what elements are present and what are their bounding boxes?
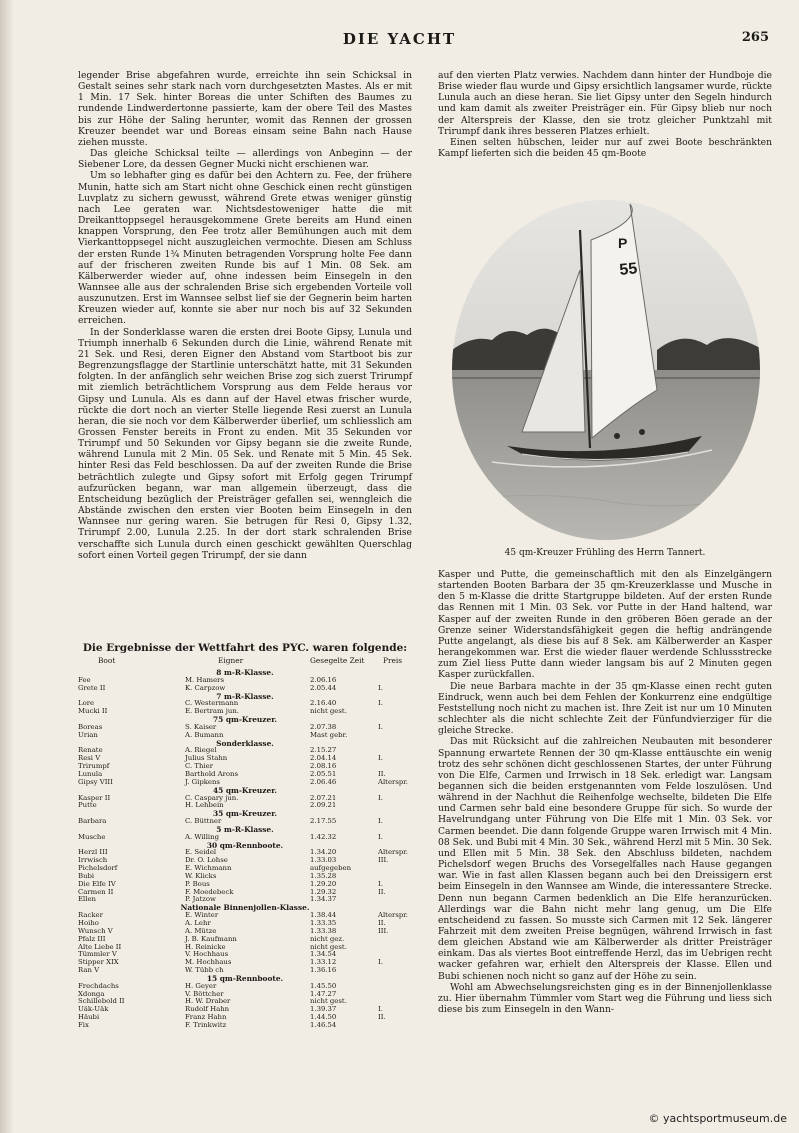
owner-name: P. Bous: [185, 879, 210, 888]
owner-name: H. Lehbein: [185, 801, 224, 810]
boat-name: Gipsy VIII: [78, 777, 113, 786]
left-column-text: [78, 70, 412, 561]
table-row: [78, 834, 412, 842]
prize: I.: [378, 817, 383, 826]
boat-name: Racker: [78, 911, 103, 920]
prize: I.: [378, 722, 383, 731]
boat-name: Häubi: [78, 1013, 100, 1022]
table-row: [78, 1014, 412, 1022]
boat-name: Uäk-Uäk: [78, 1005, 109, 1014]
owner-name: A. Willing: [185, 832, 219, 841]
sailed-time: 1.38.44: [310, 911, 337, 920]
boat-name: Urian: [78, 730, 98, 739]
sailed-time: 2.08.16: [310, 762, 337, 771]
sailed-time: 1.47.27: [310, 989, 337, 998]
prize: Alterspr.: [378, 848, 408, 857]
boat-name: Irrwisch: [78, 856, 108, 865]
magazine-title: DIE YACHT: [342, 30, 457, 48]
owner-name: F. Moedebeck: [185, 887, 234, 896]
table-row: [78, 795, 412, 803]
boat-name: Barbara: [78, 817, 107, 826]
sail-number: 55: [618, 260, 639, 279]
boat-name: Lunula: [78, 769, 103, 778]
owner-name: Barthold Arons: [185, 769, 239, 778]
class-heading: 15 qm-Rennboote.: [206, 973, 284, 983]
table-row: [78, 1006, 412, 1014]
class-heading: 45 qm-Kreuzer.: [213, 785, 277, 795]
sailboat-illustration: [452, 200, 760, 540]
sailed-time: 2.09.21: [310, 801, 337, 810]
prize: III.: [378, 926, 389, 935]
owner-name: J. Gipkens: [185, 777, 220, 786]
sailed-time: aufgegeben: [310, 864, 352, 873]
prize: II.: [378, 887, 386, 896]
boat-name: Ran V: [78, 966, 100, 975]
owner-name: E. Wichmann: [185, 864, 232, 873]
owner-name: H. W. Draber: [185, 997, 231, 1006]
paragraph: auf den vierten Platz verwies. Nachdem dann hinter der Hundboje die Brise wieder flau wurde und Gipsy ersichtlich langsamer wurde, rückte Lunula auch an diese heran. Sie liet Gipsy unter den Segeln hindurch und kam damit als zweiter Preisträger ein. Für Gipsy blieb nur noch der Alterspreis der Klasse, den sie trotz gleicher Punktzahl mit Trirumpf dank ihres besseren Platzes erhielt.: [438, 70, 772, 137]
class-heading: 8 m-R-Klasse.: [216, 668, 274, 677]
boat-name: Musche: [78, 832, 106, 841]
owner-name: P. Jatzow: [185, 895, 216, 904]
sailed-time: 1.34.37: [310, 895, 337, 904]
paragraph: In der Sonderklasse waren die ersten drei Boote Gipsy, Lunula und Triumph innerhalb 6 Sekunden durch die Linie, während Renate mit 21 Sek. und Resi, deren Eigner den Abstand vom Startboot bis zur Begrenzungsflagge der Startlinie unterschätzt hatte, mit 31 Sekunden folgten. In der anfänglich sehr weichen Brise zog sich zuerst Trirumpf mit ziemlich beträchtlichem Vorsprung aus dem Felde heraus vor Gipsy und Lunula. Als es dann auf der Havel etwas frischer wurde, rückte die dort noch an vierter Stelle liegende Resi zuerst an Lunula heran, die sie noch vor dem Kälberwerder überlief, um schliesslich am Grossen Fenster bereits in Front zu enden. Mit 35 Sekunden vor Trirumpf und 50 Sekunden vor Gipsy begann sie die zweite Runde, während Lunula mit 2 Min. 05 Sek. und Renate mit 5 Min. 45 Sek. hinter Resi das Feld beschlossen. Da auf der zweiten Runde die Brise beträchtlich zulegte und Gipsy sofort mit Erfolg gegen Trirumpf aufzurücken begann, war man allgemein überzeugt, dass die Entscheidung bezüglich der Preisträger gefallen sei, wenngleich die Abstände zwischen den ersten vier Booten beim Einsegeln in den Wannsee nur gering waren. Sie betrugen für Resi 0, Gipsy 1.32, Trirumpf 2.00, Lunula 2.25. In der dort stark schralenden Brise verschaffte sich Lunula durch einen geschickt gewählten Querschlag sofort einen Vorteil gegen Trirumpf, der sie dann: [78, 326, 412, 561]
prize: I.: [378, 683, 383, 692]
table-row: [78, 763, 412, 771]
sailed-time: 1.34.54: [310, 950, 337, 959]
boat-name: Boreas: [78, 722, 103, 731]
boat-name: Schillebold II: [78, 997, 125, 1006]
prize: I.: [378, 754, 383, 763]
sailed-time: 1.34.20: [310, 848, 337, 857]
sailboat-photo: [452, 200, 760, 540]
prize: II.: [378, 919, 386, 927]
page-fold-shadow: [0, 0, 14, 1133]
boat-name: Putte: [78, 801, 97, 810]
sailed-time: nicht gest.: [310, 942, 347, 951]
table-row: [78, 896, 412, 904]
sailed-time: 1.33.12: [310, 958, 337, 967]
sailed-time: 1.35.28: [310, 871, 337, 880]
class-heading: 5 m-R-Klasse.: [216, 824, 274, 834]
table-row: [78, 865, 412, 873]
table-row: [78, 1022, 412, 1030]
prize: Alterspr.: [378, 911, 408, 920]
class-heading: Nationale Binnenjollen-Klasse.: [180, 903, 310, 913]
boat-name: Mucki II: [78, 707, 108, 716]
table-row: [78, 998, 412, 1006]
paragraph: legender Brise abgefahren wurde, erreichte ihn sein Schicksal in Gestalt seines sehr stark nach vorn durchgesetzten Mastes. Als er mit 1 Min. 17 Sek. hinter Boreas die unter Schiften des Baumes zu rundende Lindwerdertonne passierte, kam der obere Teil des Mastes bis zur Höhe der Saling herunter, womit das Rennen der grossen Kreuzer beendet war und Boreas einsam seine Bahn nach Hause ziehen musste.: [78, 70, 412, 148]
table-row: [78, 747, 412, 755]
sailed-time: 1.33.03: [310, 856, 337, 865]
page-number: 265: [741, 30, 769, 45]
owner-name: H. Geyer: [185, 981, 217, 990]
prize: I.: [378, 958, 383, 967]
prize: I.: [378, 699, 383, 708]
table-row: [78, 724, 412, 732]
table-row: [78, 732, 412, 740]
boat-name: Kasper II: [78, 793, 111, 802]
sailed-time: 1.33.38: [310, 926, 337, 935]
class-heading: Sonderklasse.: [216, 738, 274, 748]
sailed-time: 2.16.40: [310, 699, 337, 708]
sailed-time: 1.29.32: [310, 887, 337, 896]
paragraph: Um so lebhafter ging es dafür bei den Achtern zu. Fee, der frühere Munin, hatte sich am Start nicht ohne Geschick einen recht günstigen Luvplatz zu sichern gewusst, während Grete etwas weniger günstig nach Lee geraten war. Nichtsdestoweniger hatte die mit Dreikanttoppsegel herausgekommene Grete bereits am Hund einen knappen Vorsprung, den Fee trotz aller Bemühungen auch mit dem Vierkanttoppsegel nicht auszugleichen vermochte. Diesen am Schluss der ersten Runde 1¾ Minuten betragenden Vorsprung holte Fee dann auf der frischeren zweiten Runde bis auf 1 Min. 08 Sek. am Kälberwerder wieder auf, ohne indessen beim Einsegeln in den Wannsee alle aus der schralenden Brise sich ergebenden Vorteile voll auszunutzen. Erst im Wannsee selbst lief sie der Gegnerin beim harten Kreuzen wieder auf, konnte sie aber nur noch bis auf 32 Sekunden erreichen.: [78, 170, 412, 327]
owner-name: K. Carpzow: [185, 683, 226, 692]
boat-name: Lore: [78, 699, 95, 708]
boat-name: Alte Liebe II: [78, 942, 122, 951]
prize: I.: [378, 793, 383, 802]
boat-name: Herzl III: [78, 848, 108, 857]
table-row: [78, 857, 412, 865]
table-row: [78, 677, 412, 685]
table-row: [78, 991, 412, 999]
table-row: [78, 928, 412, 936]
right-column-bottom-text: [438, 569, 772, 1015]
sailed-time: nicht gest.: [310, 707, 347, 716]
sailed-time: 2.07.21: [310, 793, 337, 802]
owner-name: Dr. O. Lohse: [185, 856, 228, 865]
table-row: [78, 967, 412, 975]
table-row: [78, 779, 412, 787]
table-row: [78, 983, 412, 991]
paragraph: Die neue Barbara machte in der 35 qm-Klasse einen recht guten Eindruck, wenn auch bei dem Fehlen der Konkurrenz eine endgültige Feststellung noch nicht zu machen ist. Ihre Zeit ist nur um 10 Minuten schlechter als die nicht schlechte Zeit der Fünfundvierziger für die gleiche Strecke.: [438, 680, 772, 737]
sailed-time: 2.04.14: [310, 754, 337, 763]
table-row: [78, 708, 412, 716]
boat-name: Die Elfe IV: [78, 879, 116, 888]
boat-name: Resi V: [78, 754, 101, 763]
sailed-time: 2.05.51: [310, 769, 337, 778]
paragraph: Das mit Rücksicht auf die zahlreichen Neubauten mit besonderer Spannung erwartete Rennen der 30 qm-Klasse enttäuschte ein wenig trotz des sehr schönen dicht geschlossenen Startes, der unter Führung von Die Elfe, Carmen und Irrwisch in 18 Sek. erledigt war. Langsam begannen sich die beiden erstgenannten vom Felde loszulösen. Und während in der Nachhut die Reihenfolge wechselte, bildeten Die Elfe und Carmen sehr bald eine besondere Gruppe für sich. So wurde der Havelrundgang unter Führung von Die Elfe mit 1 Min. 03 Sek. vor Carmen beendet. Die dann folgende Gruppe waren Irrwisch mit 4 Min. 08 Sek. und Bubi mit 4 Min. 30 Sek., während Herzl mit 5 Min. 30 Sek. und Ellen mit 5 Min. 38 Sek. den Abschluss bildeten, nachdem Pichelsdorf wegen Bruchs des Vorsegelfalles nach Hause gegangen war. Wie in fast allen Klassen begann auch bei den Dreissigern erst beim Einsegeln in den Wannsee am Winde, die interessantere Strecke. Denn nun begann Carmen bedenklich an Die Elfe heranzurücken. Allerdings war die Bahn nicht mehr lang genug, um Die Elfe entscheidend zu fassen. So musste sich Carmen mit 12 Sek. längerer Fahrzeit mit dem zweiten Preise begnügen, während Irrwisch in fast dem gleichen Abstand wie am Kälberwerder als dritter Preisträger einkam. Das als viertes Boot eintreffende Herzl, das im Uebrigen recht wacker gefahren war, erhielt den Alterspreis der Klasse. Ellen und Bubi schienen noch nicht so ganz auf der Höhe zu sein.: [438, 736, 772, 982]
owner-name: V. Böttcher: [185, 989, 224, 998]
sailed-time: 1.42.32: [310, 832, 337, 841]
paragraph: Einen selten hübschen, leider nur auf zwei Boote beschränkten Kampf lieferten sich die beiden 45 qm-Boote: [438, 136, 772, 160]
owner-name: E. Bertram jun.: [185, 707, 239, 716]
boat-name: Xdonga: [78, 989, 105, 998]
owner-name: H. Reinicke: [185, 942, 226, 951]
table-row: [78, 889, 412, 897]
boat-name: Ellen: [78, 895, 96, 904]
table-row: [78, 755, 412, 763]
owner-name: Julius Stahn: [185, 754, 228, 763]
table-row: [78, 920, 412, 928]
owner-name: S. Kaiser: [185, 722, 217, 731]
owner-name: W. Tübb ch: [185, 966, 224, 975]
table-row: [78, 849, 412, 857]
table-row: [78, 700, 412, 708]
boat-name: Pichelsdorf: [78, 864, 118, 873]
table-row: [78, 802, 412, 810]
sailed-time: 2.15.27: [310, 746, 337, 755]
table-row: [78, 944, 412, 952]
paragraph: Kasper und Putte, die gemeinschaftlich mit den als Einzelgängern startenden Booten Barbara der 35 qm-Kreuzerklasse und Musche in den 5 m-Klasse die dritte Startgruppe bildeten. Auf der ersten Runde das Rennen mit 1 Min. 03 Sek. vor Putte in der Hand haltend, war Kasper auf der zweiten Runde in den gröberen Böen gerade an der Grenze seiner Widerstandsfähigkeit gegen die heftig andrängende Putte angelangt, als diese bis auf 8 Sek. am Kälberwerder an Kasper herangekommen war. Erst die wieder flauer werdende Schlussstrecke zum Ziel liess Putte dann wieder langsam bis auf 2 Minuten gegen Kasper zurückfallen.: [438, 569, 772, 681]
sailed-time: 1.44.50: [310, 1013, 337, 1022]
right-column-top-text: [438, 70, 772, 159]
sailed-time: nicht gest.: [310, 997, 347, 1006]
prize: I.: [378, 832, 383, 841]
header-boat: Boot: [98, 656, 116, 665]
table-row: [78, 912, 412, 920]
table-row: [78, 881, 412, 889]
header-prize: Preis: [383, 656, 403, 665]
sailed-time: 1.33.35: [310, 919, 337, 927]
boat-name: Pfalz III: [78, 934, 106, 943]
boat-name: Fix: [78, 1020, 89, 1029]
sail-mark: P: [618, 235, 628, 251]
boat-name: Hoiho: [78, 919, 99, 927]
results-title: Die Ergebnisse der Wettfahrt des PYC. waren folgende:: [82, 642, 408, 654]
sailed-time: 1.45.50: [310, 981, 337, 990]
owner-name: J. B. Kaufmann: [185, 934, 237, 943]
sailed-time: 2.17.55: [310, 817, 337, 826]
photo-caption: 45 qm-Kreuzer Frühling des Herrn Tannert.: [504, 548, 706, 558]
sailed-time: 1.46.54: [310, 1020, 337, 1029]
table-row: [78, 951, 412, 959]
sailed-time: nicht gez.: [310, 934, 345, 943]
copyright-watermark: © yachtsportmuseum.de: [648, 1112, 787, 1125]
prize: I.: [378, 1005, 383, 1014]
owner-name: Franz Hahn: [185, 1013, 227, 1022]
prize: Alterspr.: [378, 777, 408, 786]
owner-name: A. Lehr: [185, 919, 211, 927]
boat-name: Carmen II: [78, 887, 114, 896]
table-row: [78, 936, 412, 944]
sailed-time: 1.39.37: [310, 1005, 337, 1014]
table-row: [78, 818, 412, 826]
owner-name: Rudolf Hahn: [185, 1005, 230, 1014]
owner-name: E. Seidel: [185, 848, 217, 857]
class-heading: 7 m-R-Klasse.: [216, 691, 274, 701]
sailed-time: 2.06.16: [310, 675, 337, 684]
class-heading: 35 qm-Kreuzer.: [213, 809, 277, 819]
table-row: [78, 685, 412, 693]
owner-name: F. Trinkwitz: [185, 1020, 227, 1029]
results-table: [78, 669, 412, 1030]
sailed-time: 2.06.46: [310, 777, 337, 786]
header-owner: Eigner: [218, 656, 244, 665]
owner-name: C. Westermann: [185, 699, 239, 708]
paragraph: Das gleiche Schicksal teilte — allerdings von Anbeginn — der Siebener Lore, da dessen Gegner Mucki nicht erschienen war.: [78, 148, 412, 171]
table-row: [78, 771, 412, 779]
prize: II.: [378, 769, 386, 778]
boat-name: Grete II: [78, 683, 106, 692]
owner-name: M. Hamers: [185, 675, 224, 684]
header-time: Gesegelte Zeit: [310, 656, 365, 665]
owner-name: C. Caspary jun.: [185, 793, 239, 802]
boat-name: Wunsch V: [78, 926, 113, 935]
owner-name: A. Riegel: [185, 746, 217, 755]
boat-name: Stipper XIX: [78, 958, 119, 967]
boat-name: Tümmler V: [78, 950, 117, 959]
owner-name: M. Hochhaus: [185, 958, 232, 967]
sailed-time: Mast gebr.: [310, 730, 348, 739]
class-heading: 30 qm-Rennboote.: [206, 840, 284, 850]
owner-name: E. Winter: [185, 911, 219, 920]
owner-name: A. Mütze: [185, 926, 217, 935]
boat-name: Renate: [78, 746, 103, 755]
prize: I.: [378, 879, 383, 888]
boat-name: Frechdachs: [78, 981, 119, 990]
sailed-time: 2.05.44: [310, 683, 337, 692]
sailed-time: 2.07.38: [310, 722, 337, 731]
owner-name: W. Klicks: [185, 871, 217, 880]
table-row: [78, 873, 412, 881]
owner-name: C. Büttner: [185, 817, 222, 826]
owner-name: V. Hochhaus: [185, 950, 229, 959]
sailed-time: 1.36.16: [310, 966, 337, 975]
table-row: [78, 959, 412, 967]
boat-name: Fee: [78, 675, 91, 684]
prize: II.: [378, 1013, 386, 1022]
owner-name: A. Bumann: [185, 730, 224, 739]
sailed-time: 1.29.20: [310, 879, 337, 888]
owner-name: C. Thier: [185, 762, 214, 771]
class-heading: 75 qm-Kreuzer.: [213, 715, 277, 725]
results-header: [78, 656, 412, 666]
boat-name: Trirumpf: [78, 762, 110, 771]
prize: III.: [378, 856, 389, 865]
boat-name: Bubi: [78, 871, 95, 880]
paragraph: Wohl am Abwechselungsreichsten ging es in der Binnenjollenklasse zu. Hier übernahm Tümmler vom Start weg die Führung und liess sich diese bis zum Einsegeln in den Wann-: [438, 981, 772, 1016]
